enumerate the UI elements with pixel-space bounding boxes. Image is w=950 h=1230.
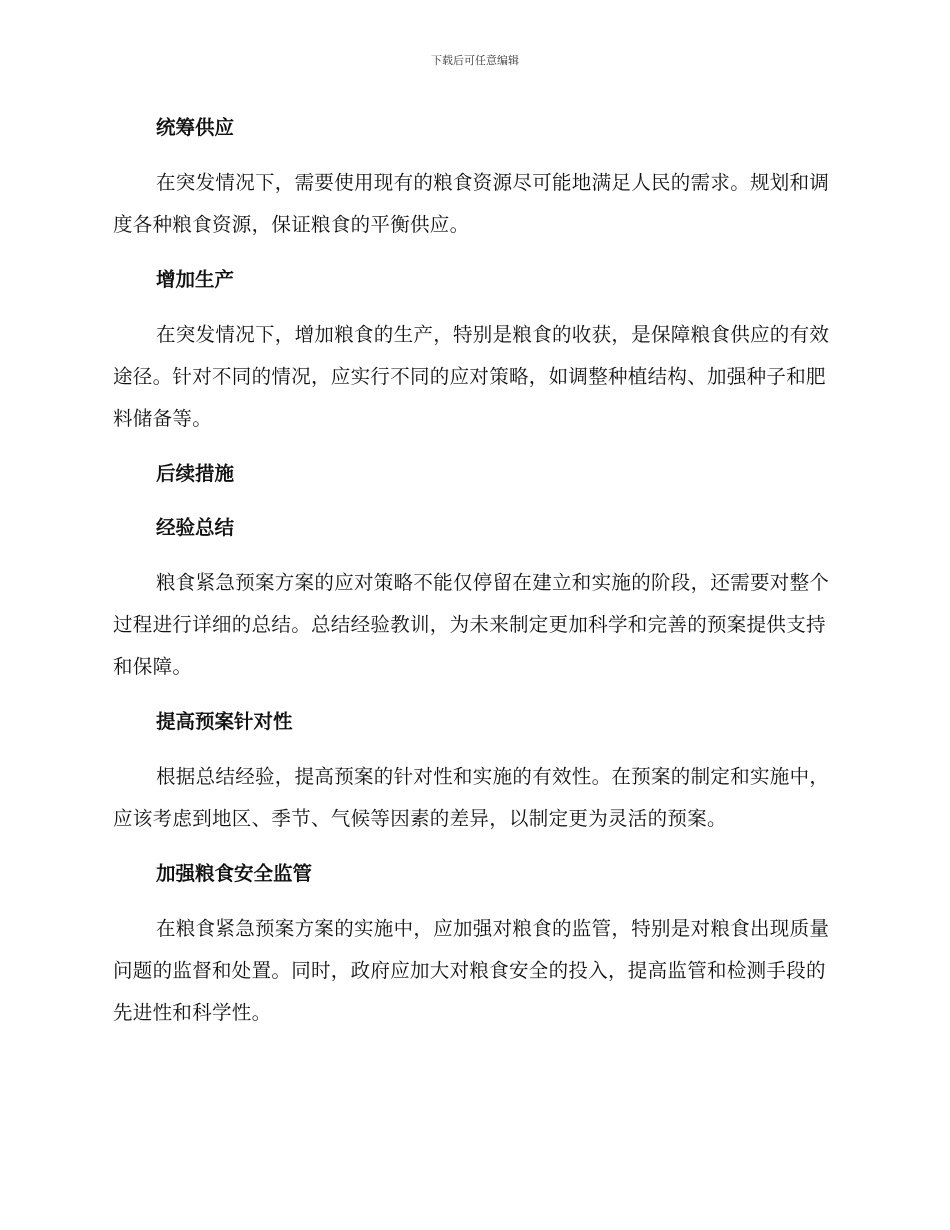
section-heading: 统筹供应 bbox=[156, 116, 235, 139]
body-paragraph: 在突发情况下，需要使用现有的粮食资源尽可能地满足人民的需求。规划和调度各种粮食资源，保证粮食的平衡供应。 bbox=[113, 171, 830, 236]
section-heading: 提高预案针对性 bbox=[156, 710, 293, 733]
document-body bbox=[113, 108, 831, 1048]
body-paragraph: 根据总结经验，提高预案的针对性和实施的有效性。在预案的制定和实施中，应该考虑到地区、季节、气候等因素的差异，以制定更为灵活的预案。 bbox=[113, 765, 830, 830]
section-heading: 后续措施 bbox=[156, 462, 235, 485]
section-heading: 增加生产 bbox=[156, 268, 235, 291]
body-paragraph: 在粮食紧急预案方案的实施中，应加强对粮食的监管，特别是对粮食出现质量问题的监督和处置。同时，政府应加大对粮食安全的投入，提高监管和检测手段的先进性和科学性。 bbox=[113, 917, 830, 1024]
body-paragraph: 粮食紧急预案方案的应对策略不能仅停留在建立和实施的阶段，还需要对整个过程进行详细的总结。总结经验教训，为未来制定更加科学和完善的预案提供支持和保障。 bbox=[113, 571, 830, 678]
header-note: 下载后可任意编辑 bbox=[431, 54, 519, 67]
section-heading: 经验总结 bbox=[156, 516, 235, 539]
section-heading: 加强粮食安全监管 bbox=[156, 862, 313, 885]
body-paragraph: 在突发情况下，增加粮食的生产，特别是粮食的收获，是保障粮食供应的有效途径。针对不同的情况，应实行不同的应对策略，如调整种植结构、加强种子和肥料储备等。 bbox=[113, 323, 830, 430]
